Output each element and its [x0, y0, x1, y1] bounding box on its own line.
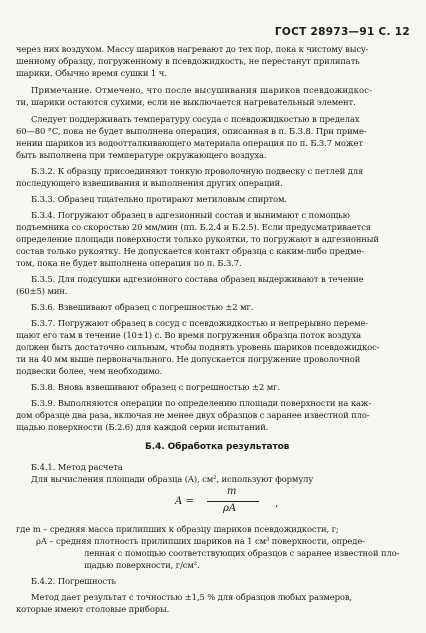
text-line: Б.3.8. Вновь взвешивают образец с погрешностью ±2 мг. — [31, 382, 281, 392]
text-line: Б.3.9. Выполняются операции по определению площади поверхности на каж- — [31, 398, 372, 408]
text-line: которые имеют столовые приборы. — [16, 604, 170, 614]
formula-lhs: A = — [175, 496, 194, 507]
definition-line: где m – средняя масса прилипших к образцу шариков псевдожидкости, г; — [16, 524, 339, 534]
area-formula — [175, 484, 295, 518]
note-line: ти, шарики остаются сухими, если не выключается нагревательный элемент. — [16, 97, 356, 107]
text-line: дом образце два раза, включая не менее двух образцов с заранее известной пло- — [16, 410, 370, 420]
text-line: подвески более, чем необходимо. — [16, 366, 163, 376]
text-line: быть выполнена при температуре окружающего воздуха. — [16, 150, 267, 160]
fraction-bar — [207, 501, 259, 502]
formula-numerator: m — [227, 486, 237, 497]
text-line: щадью поверхности (Б.2.6) для каждой серии испытаний. — [16, 422, 269, 432]
formula-comma: , — [275, 498, 279, 509]
text-line: через них воздухом. Массу шариков нагревают до тех пор, пока к чистому высу- — [16, 44, 369, 54]
definition-line: ленная с помощью соответствующих образцов с заранее известной пло- — [84, 548, 400, 558]
text-line: шарики. Обычно время сушки 1 ч. — [16, 68, 167, 78]
text-line: должен быть достаточно сильным, чтобы поднять уровень шариков псевдожидкос- — [16, 342, 380, 352]
text-line: определение площади поверхности только рукоятки, то погружают в адгезионный — [16, 234, 379, 244]
definition-line: щадью поверхности, г/см². — [84, 560, 200, 570]
text-line: состав только рукоятку. Не допускается контакт образца с каким-либо предме- — [16, 246, 364, 256]
text-line: 60—80 °C, пока не будет выполнена операция, описанная в п. Б.3.8. При приме- — [16, 126, 367, 136]
text-line: том, пока не будет выполнена операция по п. Б.3.7. — [16, 258, 242, 268]
subsection-heading: Б.4.1. Метод расчета — [31, 462, 123, 472]
text-line: Следует поддерживать температуру сосуда с псевдожидкостью в пределах — [31, 114, 360, 124]
text-line: подъемника со скоростью 20 мм/мин (пп. Б.2.4 и Б.2.5). Если предусматривается — [16, 222, 371, 232]
formula-denominator: ρA — [223, 503, 237, 514]
text-line: Б.3.7. Погружают образец в сосуд с псевдожидкостью и непрерывно переме- — [31, 318, 369, 328]
text-line: нении шариков из водоотталкивающего материала операция по п. Б.3.7 может — [16, 138, 363, 148]
section-heading: Б.4. Обработка результатов — [145, 442, 290, 452]
text-line: Б.3.4. Погружают образец в адгезионный состав и вынимают с помощью — [31, 210, 350, 220]
text-line: последующего взвешивания и выполнения других операций. — [16, 178, 283, 188]
note-line: Примечание. Отмечено, что после высушивания шариков псевдожидкос- — [31, 85, 373, 95]
page-header: ГОСТ 28973—91 С. 12 — [274, 26, 410, 38]
text-line: Б.3.6. Взвешивают образец с погрешностью ±2 мг. — [31, 302, 254, 312]
text-line: Б.3.3. Образец тщательно протирают метиловым спиртом. — [31, 194, 287, 204]
text-line: Метод дает результат с точностью ±1,5 % для образцов любых размеров, — [31, 592, 352, 602]
text-line: (60±5) мин. — [16, 286, 68, 296]
text-line: ти на 40 мм выше первоначального. Не допускается погружение проволочной — [16, 354, 361, 364]
text-line: Б.3.2. К образцу присоединяют тонкую проволочную подвеску с петлей для — [31, 166, 364, 176]
text-line: Б.3.5. Для подсушки адгезионного состава образец выдерживают в течение — [31, 274, 364, 284]
definition-line: ρA – средняя плотность прилипших шариков на 1 см³ поверхности, опреде- — [36, 536, 365, 546]
text-line: Для вычисления площади образца (A), см², используют формулу — [31, 474, 314, 484]
text-line: шенному образцу, погруженному в псевдожидкость, не перестанут прилипать — [16, 56, 360, 66]
text-line: щают его там в течение (10±1) с. Во время погружения образца поток воздуха — [16, 330, 362, 340]
subsection-heading: Б.4.2. Погрешность — [31, 576, 117, 586]
